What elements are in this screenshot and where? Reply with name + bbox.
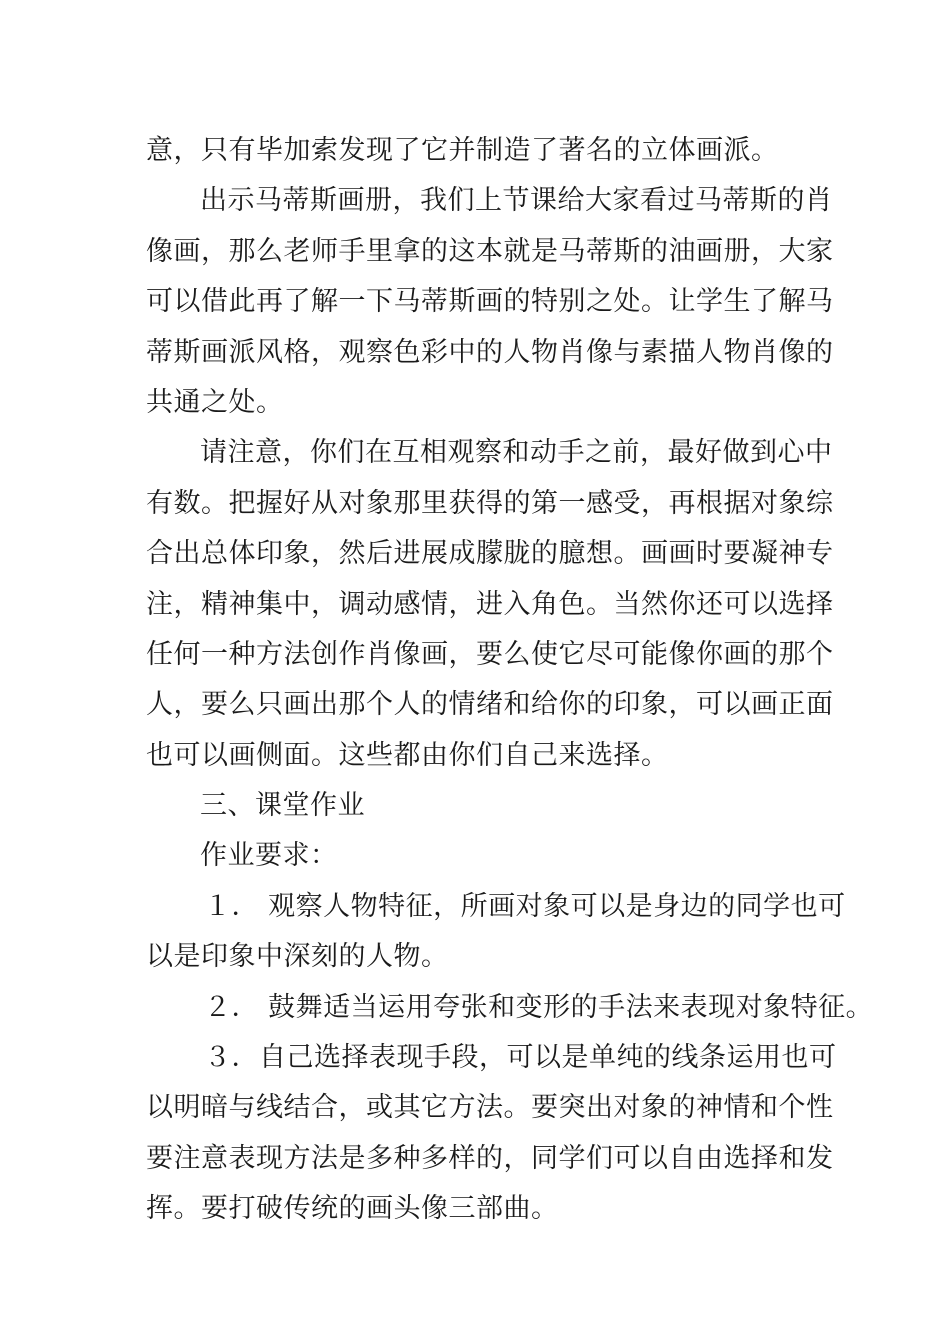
document-body [146,126,874,1235]
text-line: 有数。把握好从对象那里获得的第一感受，再根据对象综 [146,487,834,519]
text-line: 以明暗与线结合，或其它方法。要突出对象的神情和个性 [146,1092,834,1124]
text-line: 意，只有毕加索发现了它并制造了著名的立体画派。 [146,135,779,166]
text-line: 出示马蒂斯画册，我们上节课给大家看过马蒂斯的肖 [200,185,833,217]
text-line: 挥。要打破传统的画头像三部曲。 [146,1193,559,1225]
text-line: 任何一种方法创作肖像画，要么使它尽可能像你画的那个 [146,638,834,670]
list-item: ３．自己选择表现手段，可以是单纯的线条运用也可 [204,1042,837,1074]
text-line: 也可以画侧面。这些都由你们自己来选择。 [146,739,669,771]
text-line: 作业要求： [200,840,338,872]
text-line: 注，精神集中，调动感情，进入角色。当然你还可以选择 [146,588,834,620]
text-line: 蒂斯画派风格，观察色彩中的人物肖像与素描人物肖像的 [146,336,834,368]
text-line: 人，要么只画出那个人的情绪和给你的印象，可以画正面 [146,689,834,721]
text-line: 可以借此再了解一下马蒂斯画的特别之处。让学生了解马 [146,286,834,318]
text-line: 请注意，你们在互相观察和动手之前，最好做到心中 [200,437,833,469]
section-heading: 三、课堂作业 [200,790,365,822]
list-item: １． 观察人物特征，所画对象可以是身边的同学也可 [204,890,846,922]
text-line: 合出总体印象，然后进展成朦胧的臆想。画画时要凝神专 [146,538,834,570]
text-line: 像画，那么老师手里拿的这本就是马蒂斯的油画册，大家 [146,235,834,267]
text-line: 要注意表现方法是多种多样的，同学们可以自由选择和发 [146,1142,834,1174]
list-item: ２． 鼓舞适当运用夸张和变形的手法来表现对象特征。 [204,991,874,1023]
text-line: 共通之处。 [146,386,284,418]
text-line: 以是印象中深刻的人物。 [146,941,449,973]
